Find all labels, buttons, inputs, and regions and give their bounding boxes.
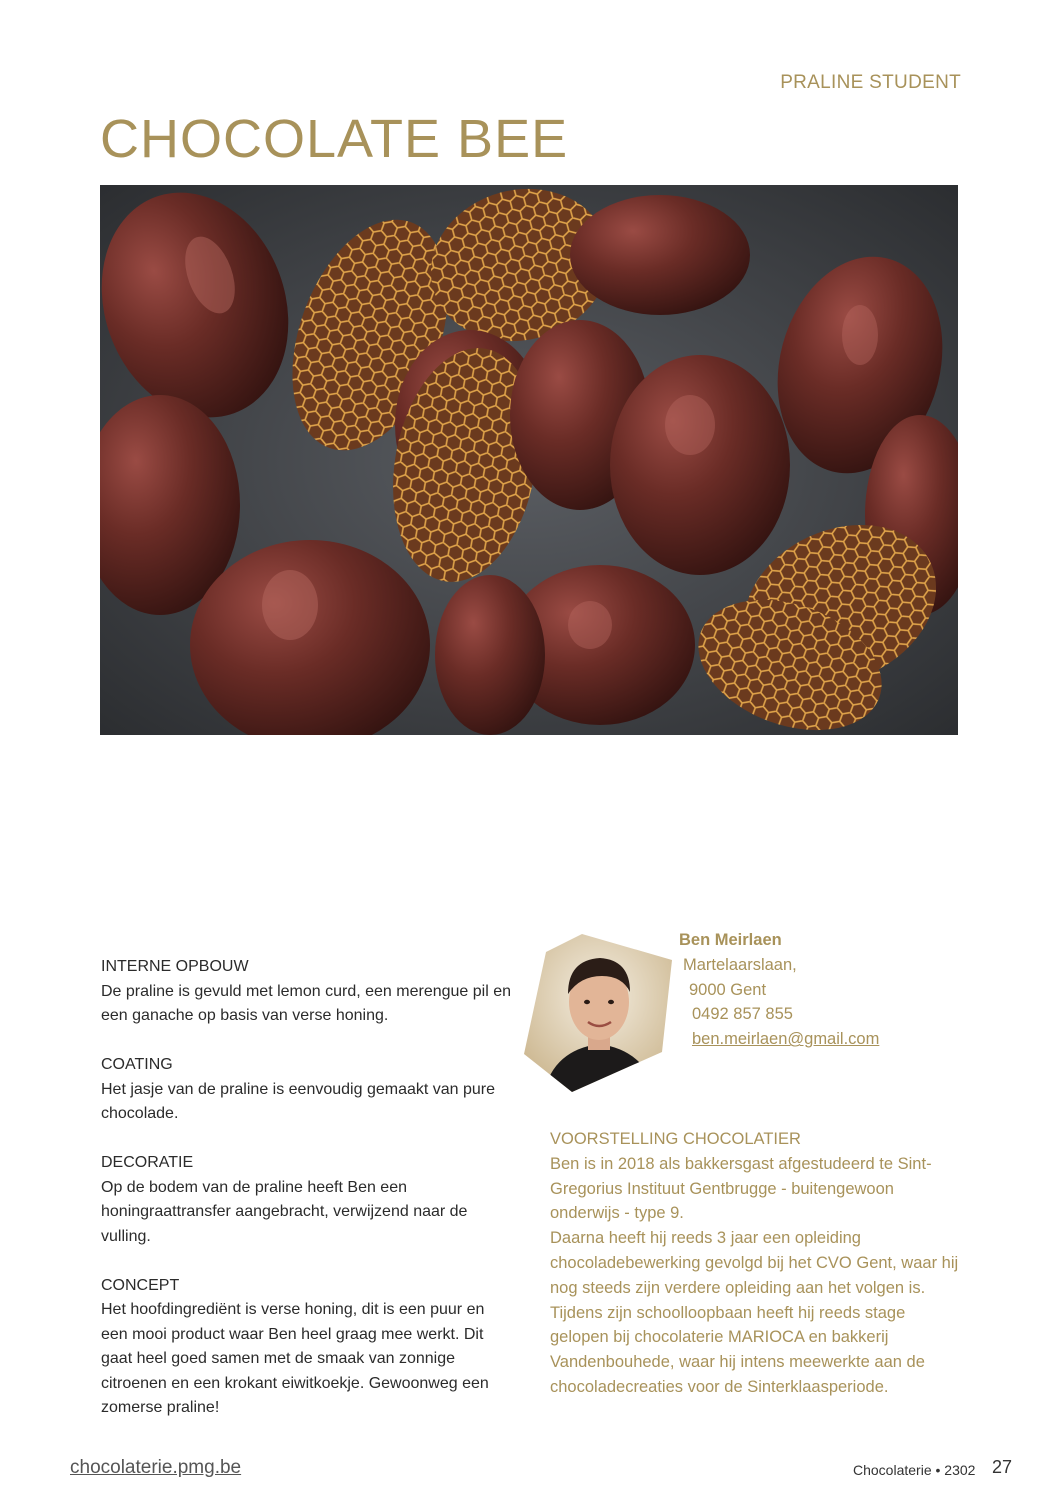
bio-heading: VOORSTELLING CHOCOLATIER	[550, 1130, 801, 1148]
chocolatier-portrait	[524, 932, 674, 1092]
section-interne-opbouw	[101, 955, 511, 1029]
contact-city: 9000 Gent	[689, 980, 767, 999]
section-heading: DECORATIE	[101, 1154, 194, 1171]
praline-description	[101, 955, 511, 1445]
section-decoratie	[101, 1151, 511, 1249]
section-concept	[101, 1274, 511, 1421]
contact-name: Ben Meirlaen	[679, 931, 782, 949]
section-heading: COATING	[101, 1056, 173, 1073]
chocolatier-bio	[550, 1127, 960, 1400]
contact-card	[679, 928, 879, 1052]
bio-paragraph: Daarna heeft hij reeds 3 jaar een opleiding chocoladebewerking gevolgd bij het CVO Gent, waar hij nog steeds zijn verdere opleiding aan het volgen is. Tijdens zijn schoolloopbaan heeft hij reeds stage gelopen bij chocolaterie MARIOCA en bakkerij Vandenbouhede, waar hij intens meewerkte aan de chocoladecreaties voor de Sinterklaasperiode.	[550, 1229, 959, 1396]
section-label: PRALINE STUDENT	[780, 72, 961, 93]
magazine-issue: Chocolaterie • 2302	[853, 1462, 976, 1478]
section-heading: INTERNE OPBOUW	[101, 958, 249, 975]
section-coating	[101, 1053, 511, 1127]
page-title: CHOCOLATE BEE	[100, 109, 569, 169]
section-heading: CONCEPT	[101, 1276, 180, 1294]
website-link[interactable]: chocolaterie.pmg.be	[70, 1457, 242, 1478]
section-text: Op de bodem van de praline heeft Ben een honingraattransfer aangebracht, verwijzend naar de vulling.	[101, 1178, 468, 1245]
section-text: De praline is gevuld met lemon curd, een merengue pil en een ganache op basis van verse honing.	[101, 982, 512, 1024]
contact-street: Martelaarslaan,	[683, 955, 797, 974]
praline-illustration	[100, 185, 958, 735]
section-text: Het jasje van de praline is eenvoudig gemaakt van pure chocolade.	[101, 1080, 496, 1122]
praline-photo	[100, 185, 958, 735]
page-number: 27	[992, 1457, 1013, 1477]
bio-paragraph: Ben is in 2018 als bakkersgast afgestudeerd te Sint-Gregorius Instituut Gentbrugge - buitengewoon onderwijs - type 9.	[550, 1154, 932, 1223]
avatar	[524, 932, 674, 1092]
contact-email-link[interactable]: ben.meirlaen@gmail.com	[692, 1030, 880, 1049]
section-text: Het hoofdingrediënt is verse honing, dit is een puur en een mooi product waar Ben heel graag mee werkt. Dit gaat heel goed samen met de smaak van zonnige citroenen en een krokant eiwitkoekje. Gewoonweg een zomerse praline!	[101, 1301, 489, 1416]
contact-phone: 0492 857 855	[692, 1005, 793, 1024]
